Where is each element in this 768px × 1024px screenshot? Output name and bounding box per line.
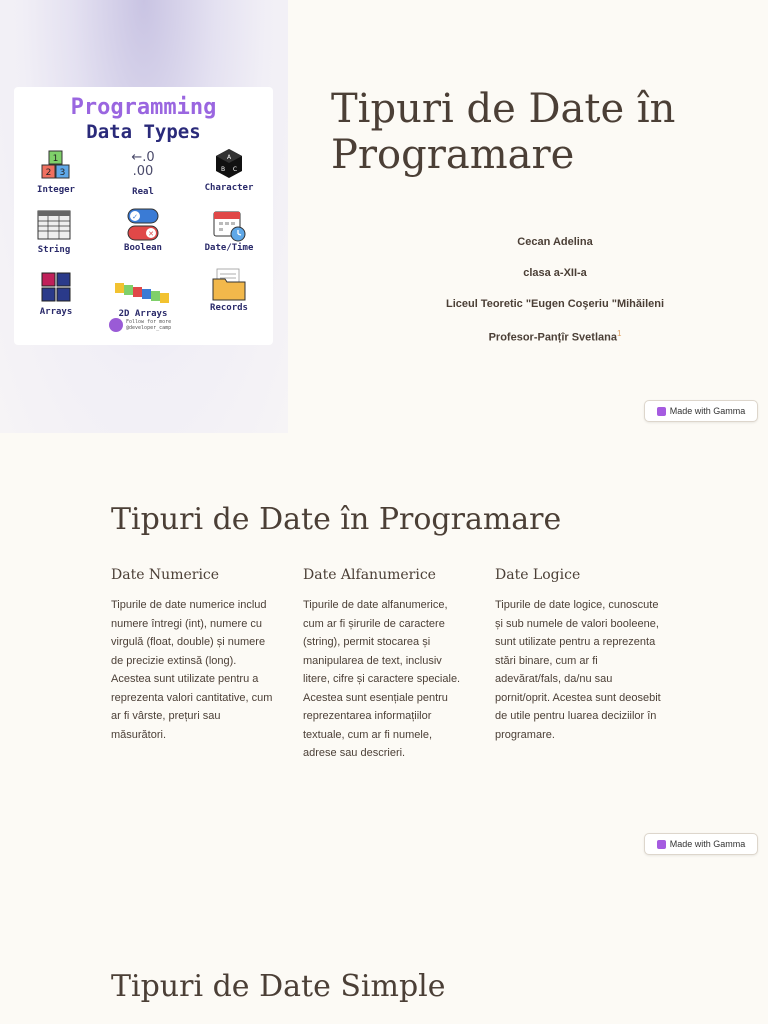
image-panel (0, 0, 288, 433)
arrays-label: Arrays (39, 307, 73, 317)
toggle-icon (125, 207, 161, 241)
slide3-title: Tipuri de Date Simple (111, 969, 446, 1004)
gamma-logo-icon (657, 407, 666, 416)
gamma-badge-label: Made with Gamma (669, 406, 746, 416)
column-body: Tipurile de date numerice includ numere întregi (int), numere cu virgulă (float, double) și numere de precizie extinsă (long). Acestea sunt utilizate pentru a reprezenta valori cantitative, cum ar fi vârste, prețuri sau măsurători. (111, 599, 273, 741)
datetime-item (194, 207, 264, 253)
arrays-item (21, 271, 91, 317)
2d-arrays-label: 2D Arrays (118, 309, 168, 319)
teacher-text: Profesor-Panțîr Svetlana (488, 331, 617, 344)
integer-label: Integer (37, 185, 75, 195)
made-with-gamma-button[interactable] (644, 833, 758, 855)
slide2-title: Tipuri de Date în Programare (111, 502, 562, 537)
made-with-gamma-button[interactable] (644, 400, 758, 422)
column-heading: Date Numerice (111, 567, 220, 583)
boolean-item (108, 207, 178, 253)
data-types-infographic (14, 87, 273, 345)
column-numeric (111, 567, 277, 744)
footnote-marker[interactable]: 1 (616, 329, 622, 338)
title-slide (0, 0, 768, 433)
teacher-name (360, 329, 750, 344)
column-logical (495, 567, 663, 744)
folder-icon (211, 267, 247, 301)
character-label: Character (204, 183, 254, 193)
svg-text:3: 3 (59, 168, 66, 178)
svg-text:C: C (232, 166, 238, 173)
column-body: Tipurile de date alfanumerice, cum ar fi șirurile de caractere (string), permit stocarea și manipularea de text, inclusiv litere, cifre și caractere speciale. Acestea sunt esențiale pentru reprezentarea informațiilor textuale, cum ar fi numele, adrese sau descrieri. (303, 599, 461, 759)
school-name: Liceul Teoretic "Eugen Coşeriu "Mihăileni (445, 298, 665, 310)
letter-cube-icon (211, 147, 247, 181)
decimal-icon-bottom: .00 (132, 164, 154, 179)
svg-text:B: B (220, 166, 226, 173)
svg-text:✓: ✓ (132, 213, 138, 221)
string-label: String (37, 245, 71, 255)
follow-text: Follow for more (126, 319, 172, 325)
column-alphanumeric (303, 567, 465, 763)
2d-arrays-item (108, 273, 178, 319)
records-item (194, 267, 264, 313)
class-name: clasa a-XII-a (523, 267, 587, 279)
real-label: Real (132, 187, 154, 197)
infographic-subtitle: Data Types (86, 121, 201, 143)
records-label: Records (210, 303, 248, 313)
boolean-label: Boolean (124, 243, 162, 253)
follow-credit (109, 318, 171, 332)
gamma-logo-icon (657, 840, 666, 849)
column-body: Tipurile de date logice, cunoscute și sub numele de valori booleene, sunt utilizate pentru a reprezenta stări binare, cum ar fi adevărat/fals, da/nu sau pornit/oprit. Acestea sunt deosebit de utile pentru luarea deciziilor în programare. (495, 599, 661, 741)
svg-text:1: 1 (52, 154, 59, 164)
follow-handle: @developer_camp (126, 325, 172, 331)
svg-text:✕: ✕ (148, 230, 154, 238)
calendar-icon (211, 207, 247, 241)
decimal-icon (125, 149, 161, 185)
blocks-icon (38, 149, 74, 183)
column-heading: Date Logice (495, 567, 581, 583)
table-icon (36, 209, 72, 243)
decimal-icon-top: ←.0 (131, 150, 155, 165)
svg-text:2: 2 (45, 168, 52, 178)
stacked-blocks-icon (113, 273, 173, 307)
character-item (194, 147, 264, 193)
slide1-title: Tipuri de Date în Programare (331, 86, 676, 178)
datetime-label: Date/Time (204, 243, 254, 253)
real-item (108, 149, 178, 197)
infographic-title: Programming (70, 95, 217, 120)
avatar (109, 318, 123, 332)
integer-item (21, 149, 91, 195)
string-item (19, 209, 89, 255)
gamma-badge-label: Made with Gamma (669, 839, 746, 849)
svg-text:A: A (226, 154, 232, 161)
grid-icon (38, 271, 74, 305)
column-heading: Date Alfanumerice (303, 567, 436, 583)
author-name: Cecan Adelina (517, 236, 593, 248)
